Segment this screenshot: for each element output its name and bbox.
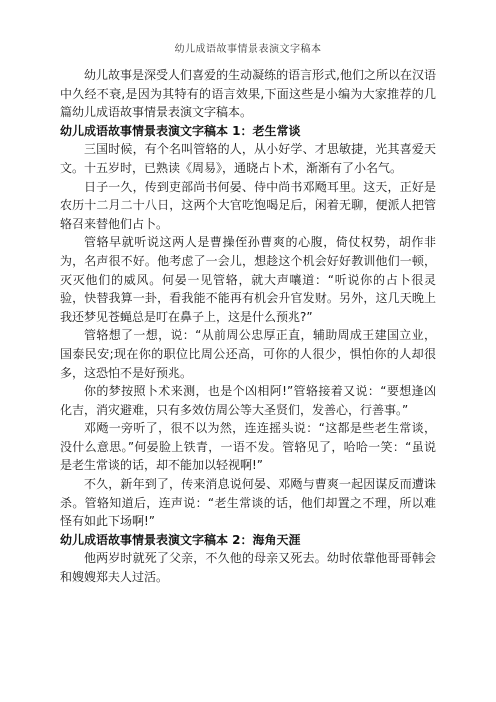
body-paragraph: 你的梦按照卜术来测，也是个凶相阿!”管辂接着又说：“要想逢凶化吉，消灾避难，只有多效仿周公等大圣贤们，发善心，行善事。” [60, 384, 436, 417]
body-paragraph: 管辂早就听说这两人是曹操侄孙曹爽的心腹，倚仗权势，胡作非为，名声很不好。他考虑了一会儿，想趁这个机会好好教训他们一顿，灭灭他们的威风。何晏一见管辂，就大声嚷道：“听说你的占卜很灵验，快替我算一卦，看我能不能再有机会升官发财。另外，这几天晚上我还梦见苍蝇总是叮在鼻子上，这是什么预兆?” [60, 235, 436, 324]
body-paragraph: 日子一久，传到吏部尚书何晏、侍中尚书邓飏耳里。这天，正好是农历十二月二十八日，这两个大官吃饱喝足后，闲着无聊，便派人把管辂召来替他们占卜。 [60, 179, 436, 231]
section-heading: 幼儿成语故事情景表演文字稿本 2：海角天涯 [60, 532, 301, 547]
section-heading: 幼儿成语故事情景表演文字稿本 1：老生常谈 [60, 123, 301, 138]
intro-paragraph: 幼儿故事是深受人们喜爱的生动凝练的语言形式,他们之所以在汉语中久经不衰,是因为其特有的语言效果,下面这些是小编为大家推荐的几篇幼儿成语故事情景表演文字稿本。 [60, 68, 436, 120]
document-body [60, 66, 436, 587]
body-paragraph: 邓飏一旁听了，很不以为然，连连摇头说：“这都是些老生常谈，没什么意思。”何晏脸上铁青，一语不发。管辂见了，哈哈一笑：“虽说是老生常谈的话，却不能加以轻视啊!” [60, 421, 436, 473]
body-paragraph: 三国时候，有个名叫管辂的人，从小好学、才思敏捷，光其喜爱天文。十五岁时，已熟读《周易》，通晓占卜术，渐渐有了小名气。 [60, 142, 436, 175]
document-title: 幼儿成语故事情景表演文字稿本 [174, 44, 322, 55]
body-paragraph: 管辂想了一想，说：“从前周公忠厚正直，辅助周成王建国立业，国泰民安;现在你的职位比周公还高，可你的人很少，惧怕你的人却很多，这恐怕不是好预兆。 [60, 328, 436, 380]
body-paragraph: 他两岁时就死了父亲，不久他的母亲又死去。幼时依靠他哥哥韩会和嫂嫂郑夫人过活。 [60, 551, 436, 585]
body-paragraph: 不久，新年到了，传来消息说何晏、邓飏与曹爽一起因谋反而遭诛杀。管辂知道后，连声说：“老生常谈的话，他们却置之不理，所以难怪有如此下场啊!” [60, 477, 436, 529]
